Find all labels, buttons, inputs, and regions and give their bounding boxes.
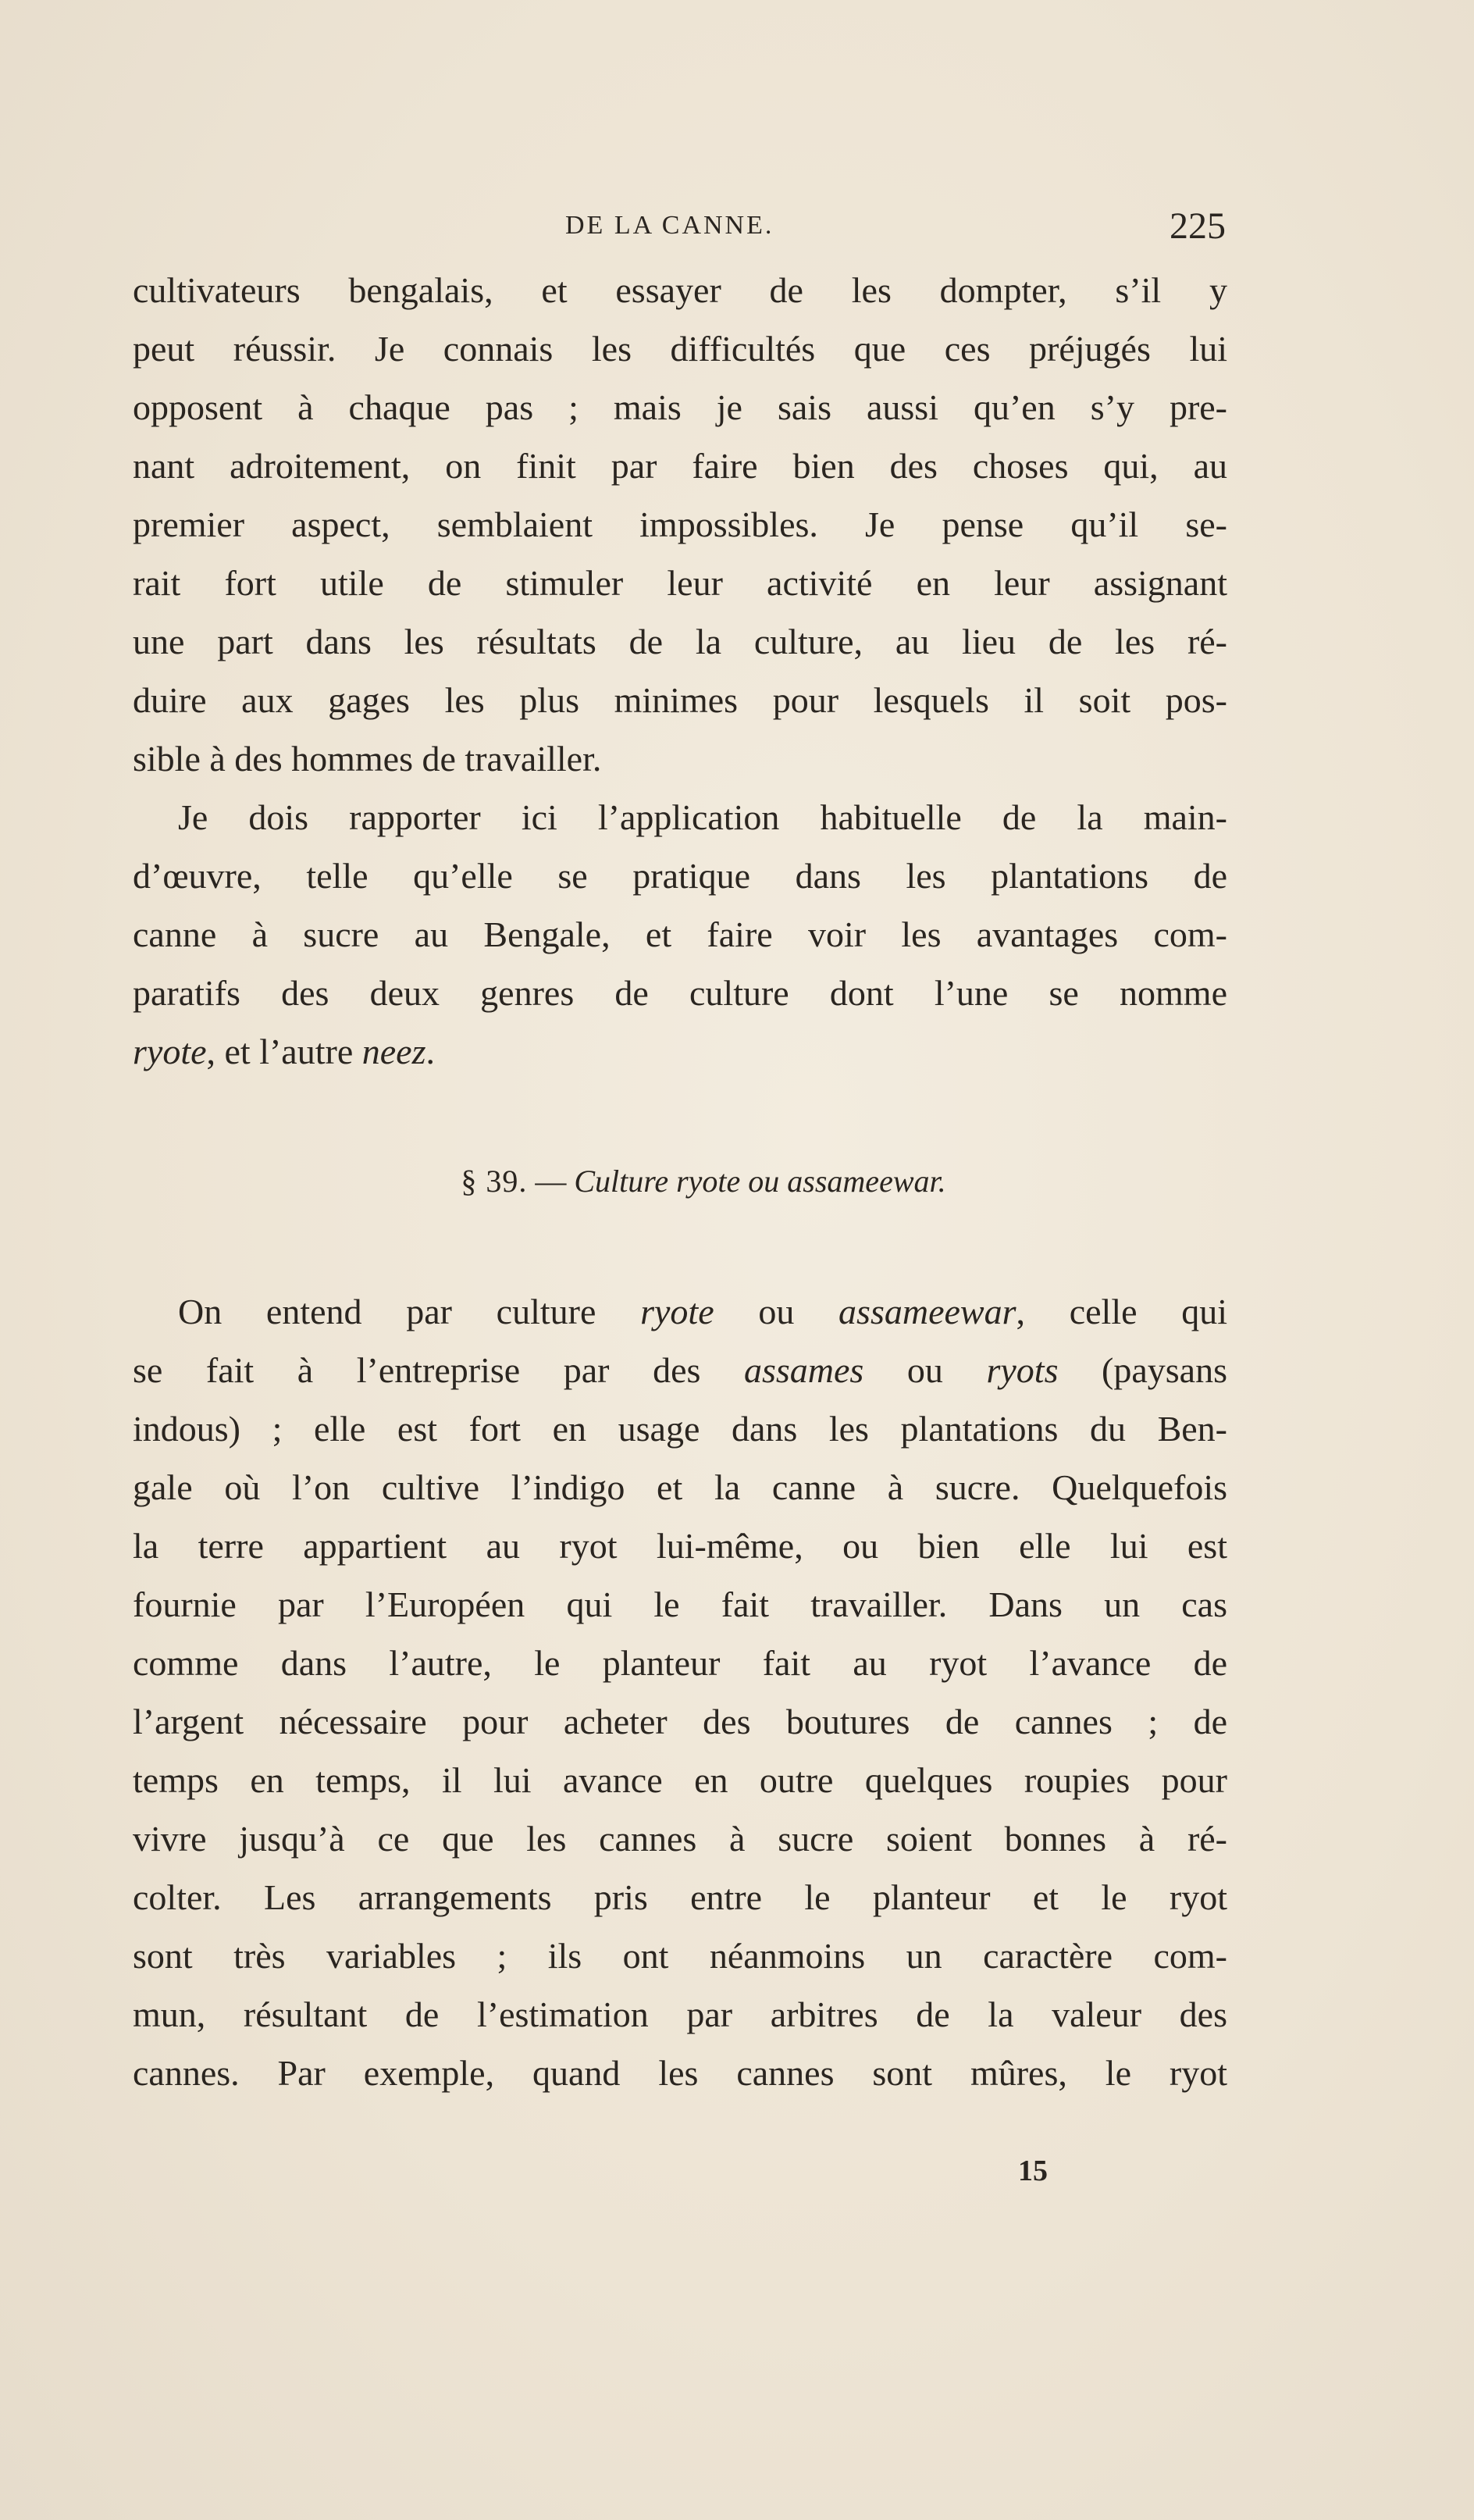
running-head: DE LA CANNE.	[565, 211, 774, 240]
body-text	[133, 261, 1227, 2102]
text-line: premier aspect, semblaient impossibles. Je pense qu’il se-	[133, 504, 1227, 544]
section-gap	[133, 1220, 1227, 1282]
text-line: cultivateurs bengalais, et essayer de les dompter, s’il y	[133, 270, 1227, 310]
text-line: peut réussir. Je connais les difficultés que ces préjugés lui	[133, 329, 1227, 369]
text-line: la terre appartient au ryot lui-même, ou bien elle lui est	[133, 1526, 1227, 1566]
section-gap	[133, 1081, 1227, 1143]
term-neez: neez	[361, 1032, 426, 1071]
text-line: gale où l’on cultive l’indigo et la canne à sucre. Quelquefois	[133, 1467, 1227, 1507]
signature-mark: 15	[1018, 2155, 1048, 2187]
text-line: rait fort utile de stimuler leur activité en leur assignant	[133, 563, 1227, 603]
text-line: l’argent nécessaire pour acheter des boutures de cannes ; de	[133, 1702, 1227, 1741]
section-number: § 39.	[461, 1164, 528, 1199]
text-line: colter. Les arrangements pris entre le planteur et le ryot	[133, 1877, 1227, 1917]
text-line: vivre jusqu’à ce que les cannes à sucre soient bonnes à ré-	[133, 1819, 1227, 1859]
section-heading: § 39. — Culture ryote ou assameewar.	[461, 1164, 946, 1199]
text-line: fournie par l’Européen qui le fait travailler. Dans un cas	[133, 1584, 1227, 1624]
text-line: canne à sucre au Bengale, et faire voir les avantages com-	[133, 914, 1227, 954]
text-line: cannes. Par exemple, quand les cannes sont mûres, le ryot	[133, 2053, 1227, 2093]
text-line: On entend par culture ryote ou assameewar, celle qui	[178, 1292, 1228, 1331]
text-line: comme dans l’autre, le planteur fait au ryot l’avance de	[133, 1643, 1227, 1683]
text-line: se fait à l’entreprise par des assames ou ryots (paysans	[133, 1350, 1227, 1390]
text-line: duire aux gages les plus minimes pour lesquels il soit pos-	[133, 680, 1227, 720]
text-line: mun, résultant de l’estimation par arbitres de la valeur des	[133, 1994, 1227, 2034]
text-line: sont très variables ; ils ont néanmoins un caractère com-	[133, 1936, 1227, 1976]
text-line: temps en temps, il lui avance en outre quelques roupies pour	[133, 1760, 1227, 1800]
text-line: ryote, et l’autre neez.	[133, 1032, 435, 1071]
text-line: opposent à chaque pas ; mais je sais aussi qu’en s’y pre-	[133, 387, 1227, 427]
term-ryote: ryote	[133, 1032, 207, 1071]
text-line: sible à des hommes de travailler.	[133, 739, 602, 779]
text-line: indous) ; elle est fort en usage dans les plantations du Ben-	[133, 1409, 1227, 1449]
text-line: paratifs des deux genres de culture dont l’une se nomme	[133, 973, 1227, 1013]
text-line: nant adroitement, on finit par faire bien des choses qui, au	[133, 446, 1227, 486]
page-header	[133, 205, 1226, 258]
text-line: d’œuvre, telle qu’elle se pratique dans les plantations de	[133, 856, 1227, 896]
section-title: Culture ryote ou assameewar.	[574, 1164, 946, 1199]
text-line: une part dans les résultats de la culture, au lieu de les ré-	[133, 622, 1227, 661]
page-number: 225	[1170, 205, 1226, 247]
text-line: Je dois rapporter ici l’application habituelle de la main-	[178, 797, 1227, 837]
